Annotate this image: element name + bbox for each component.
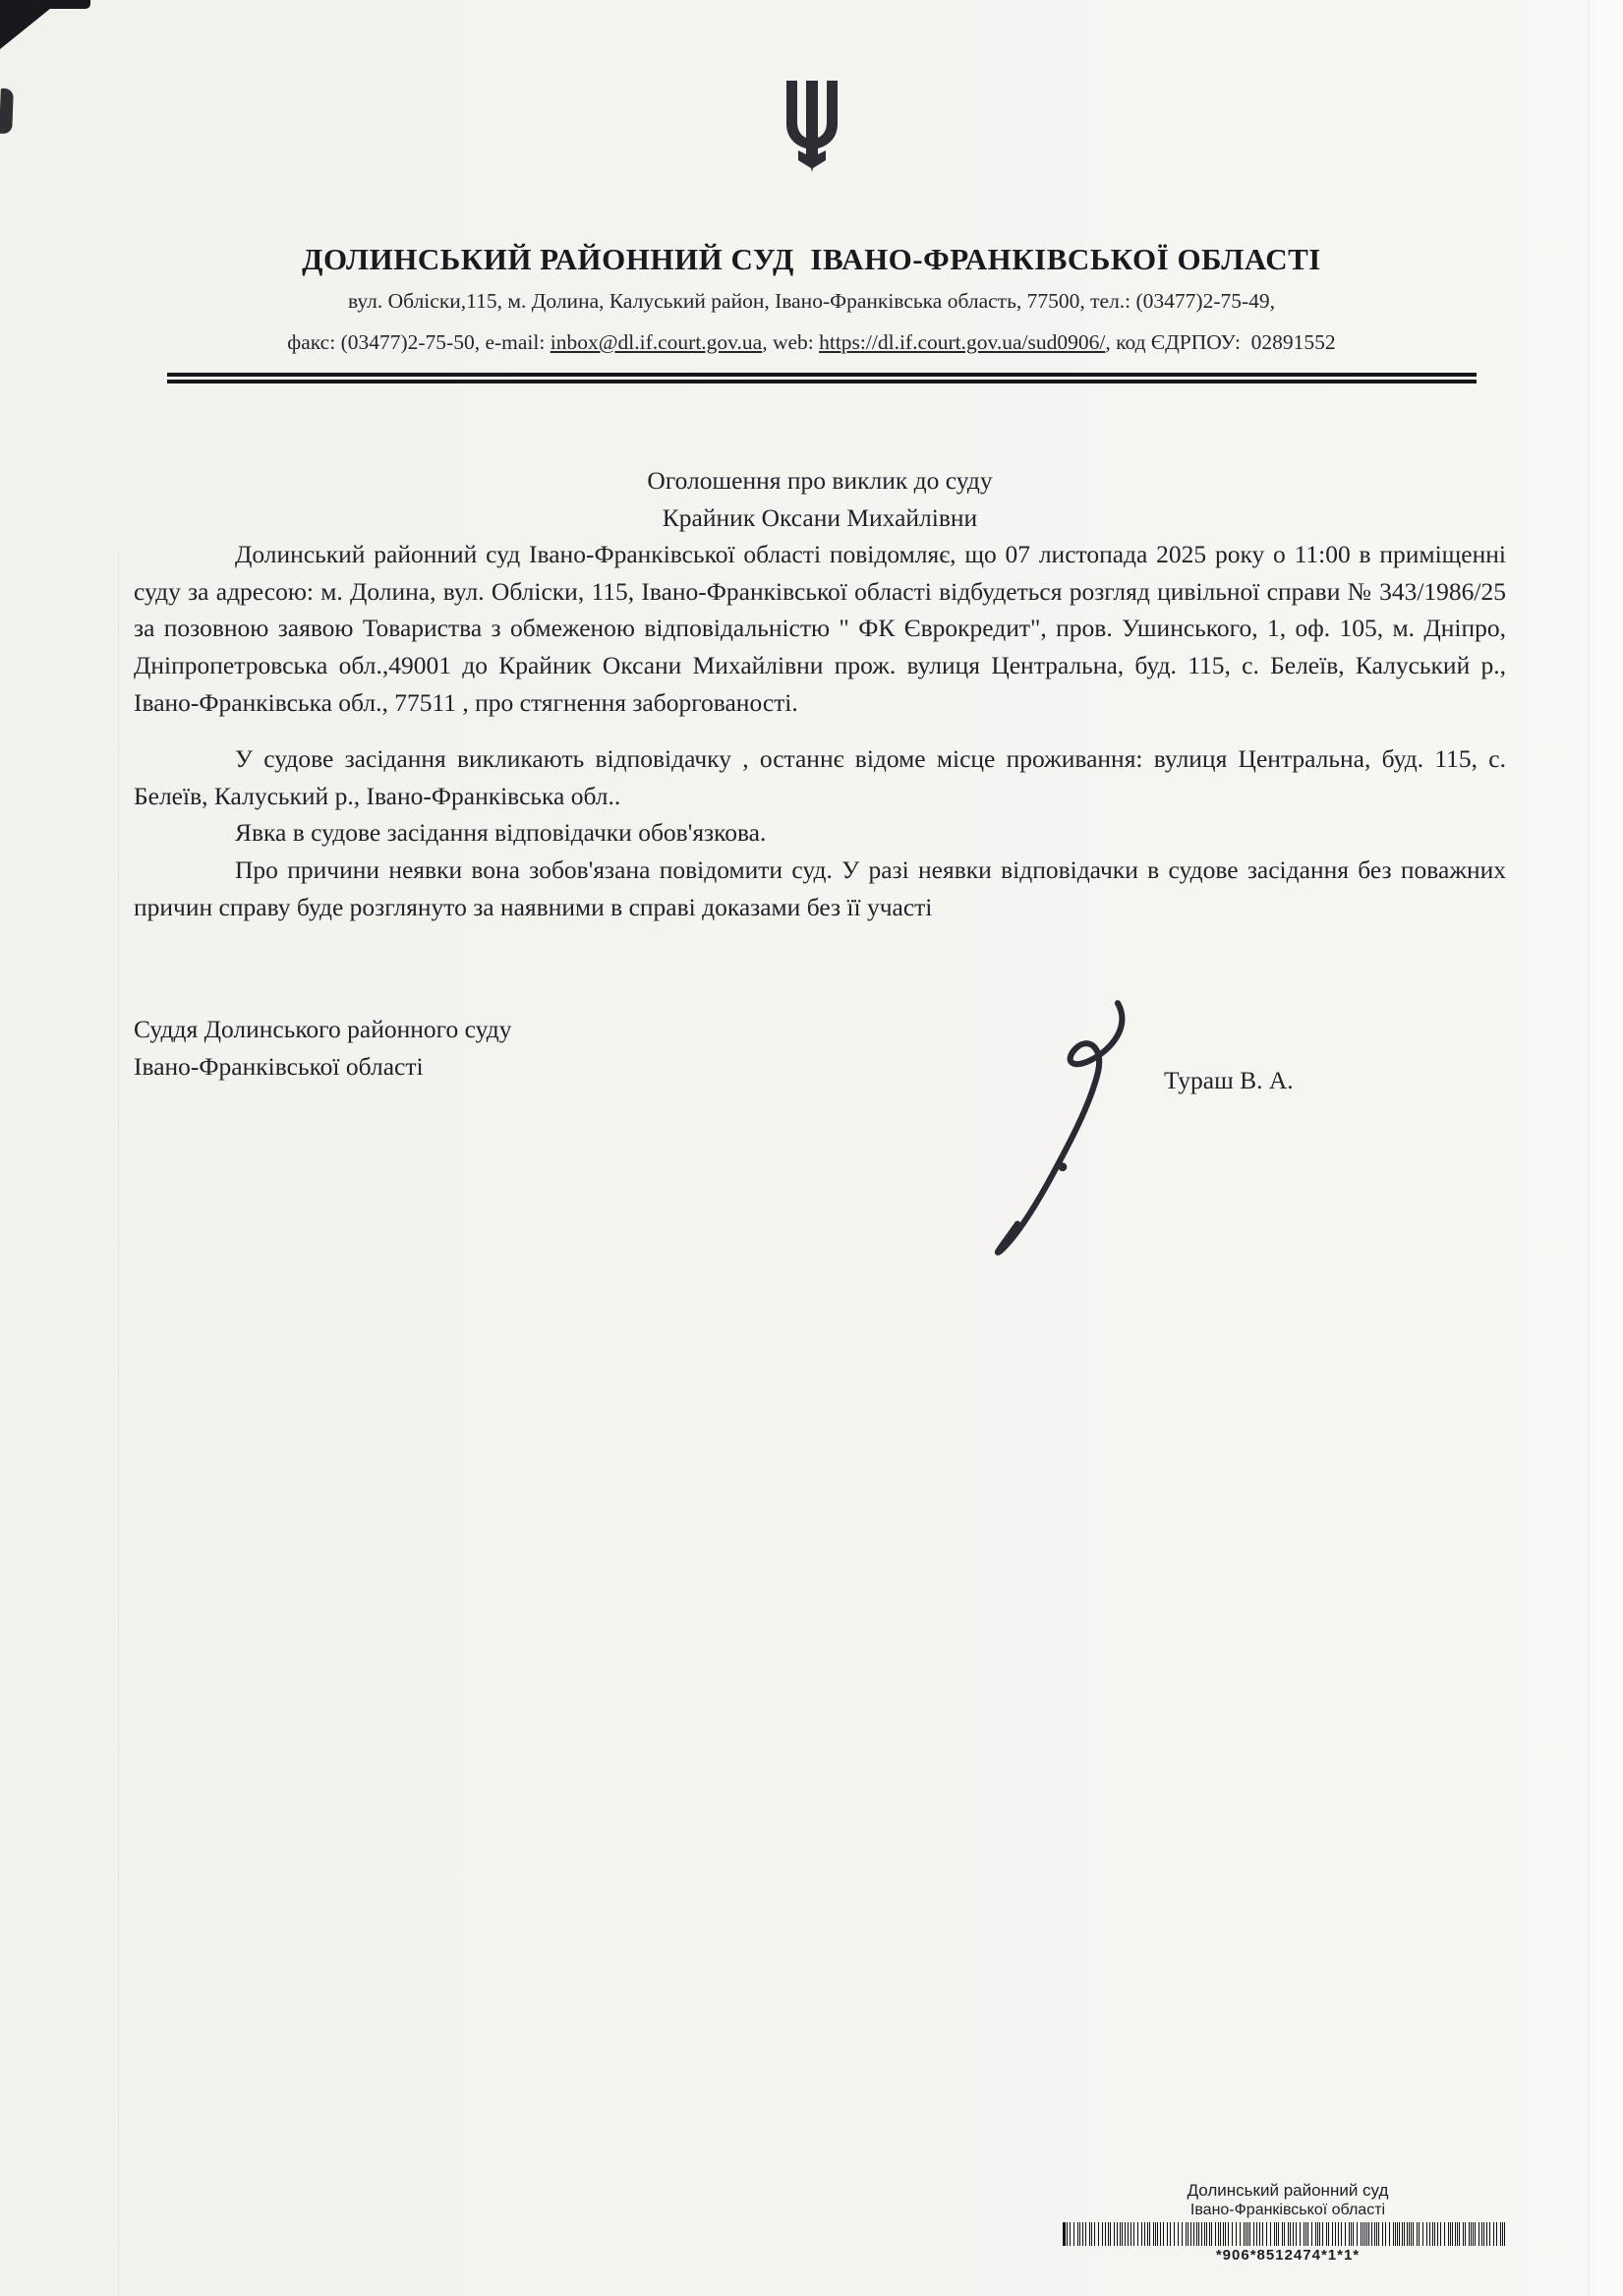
footer-court-line2: Івано-Франківської області <box>1189 2202 1386 2218</box>
judge-signature-scribble <box>981 993 1154 1261</box>
edrpou-segment: , код ЄДРПОУ: 02891552 <box>1105 330 1336 354</box>
court-name: ДОЛИНСЬКИЙ РАЙОННИЙ СУД ІВАНО-ФРАНКІВСЬКОЇ ОБЛАСТІ <box>302 242 1321 276</box>
header-double-rule <box>167 373 1477 383</box>
announcement-title: Оголошення про виклик до суду <box>647 466 993 495</box>
judge-title-line1: Суддя Долинського районного суду <box>134 1015 512 1043</box>
announcement-subject: Крайник Оксани Михайлівни <box>662 502 978 532</box>
body-paragraph-2: У судове засідання викликають відповідачку , останнє відоме місце проживання: вулиця Центральна, буд. 115, с. Белеїв, Калуський р., Івано-Франківська обл.. <box>134 744 1506 810</box>
judge-name: Тураш В. А. <box>1164 1066 1294 1094</box>
scan-artifact-corner <box>0 0 61 49</box>
fax-segment: факс: (03477)2-75-50, e-mail: <box>287 330 551 354</box>
paper-fold-line <box>118 551 119 2296</box>
court-address-line: вул. Обліски,115, м. Долина, Калуський район, Івано-Франківська область, 77500, тел.: (03477)2-75-49, <box>347 289 1276 313</box>
footer-court-line1: Долинський районний суд <box>1187 2181 1389 2200</box>
footer-stamp-block <box>1062 2181 1514 2264</box>
judge-title-line2: Івано-Франківської області <box>134 1051 424 1081</box>
signature-block <box>134 1011 1506 1286</box>
email-link[interactable]: inbox@dl.if.court.gov.ua <box>550 330 763 354</box>
court-contact-line <box>0 330 1623 355</box>
announcement-body <box>134 462 1506 925</box>
ukraine-trident-emblem-icon <box>774 79 850 173</box>
web-link[interactable]: https://dl.if.court.gov.ua/sud0906/ <box>819 330 1106 354</box>
web-segment: , web: <box>762 330 820 354</box>
barcode-text: *906*8512474*1*1* <box>1215 2247 1361 2264</box>
body-paragraph-4: Про причини неявки вона зобов'язана повідомити суд. У разі неявки відповідачки в судове засідання без поважних причин справу буде розглянуто за наявними в справі доказами без її участі <box>134 854 1506 921</box>
scan-artifact-blob <box>0 88 14 134</box>
body-paragraph-1: Долинський районний суд Івано-Франківської області повідомляє, що 07 листопада 2025 року о 11:00 в приміщенні суду за адресою: м. Долина, вул. Обліски, 115, Івано-Франківської області відбудеться розгляд цивільної справи № 343/1986/25 за позовною заявою Товариства з обмеженою відповідальністю " ФК Єврокредит", пров. Ушинського, 1, оф. 105, м. Дніпро, Дніпропетровська обл.,49001 до Крайник Оксани Михайлівни прож. вулиця Центральна, буд. 115, с. Белеїв, Калуський р., Івано-Франківська обл., 77511 , про стягнення заборгованості. <box>134 540 1506 717</box>
body-paragraph-3: Явка в судове засідання відповідачки обов'язкова. <box>235 818 767 848</box>
barcode <box>1063 2222 1513 2246</box>
